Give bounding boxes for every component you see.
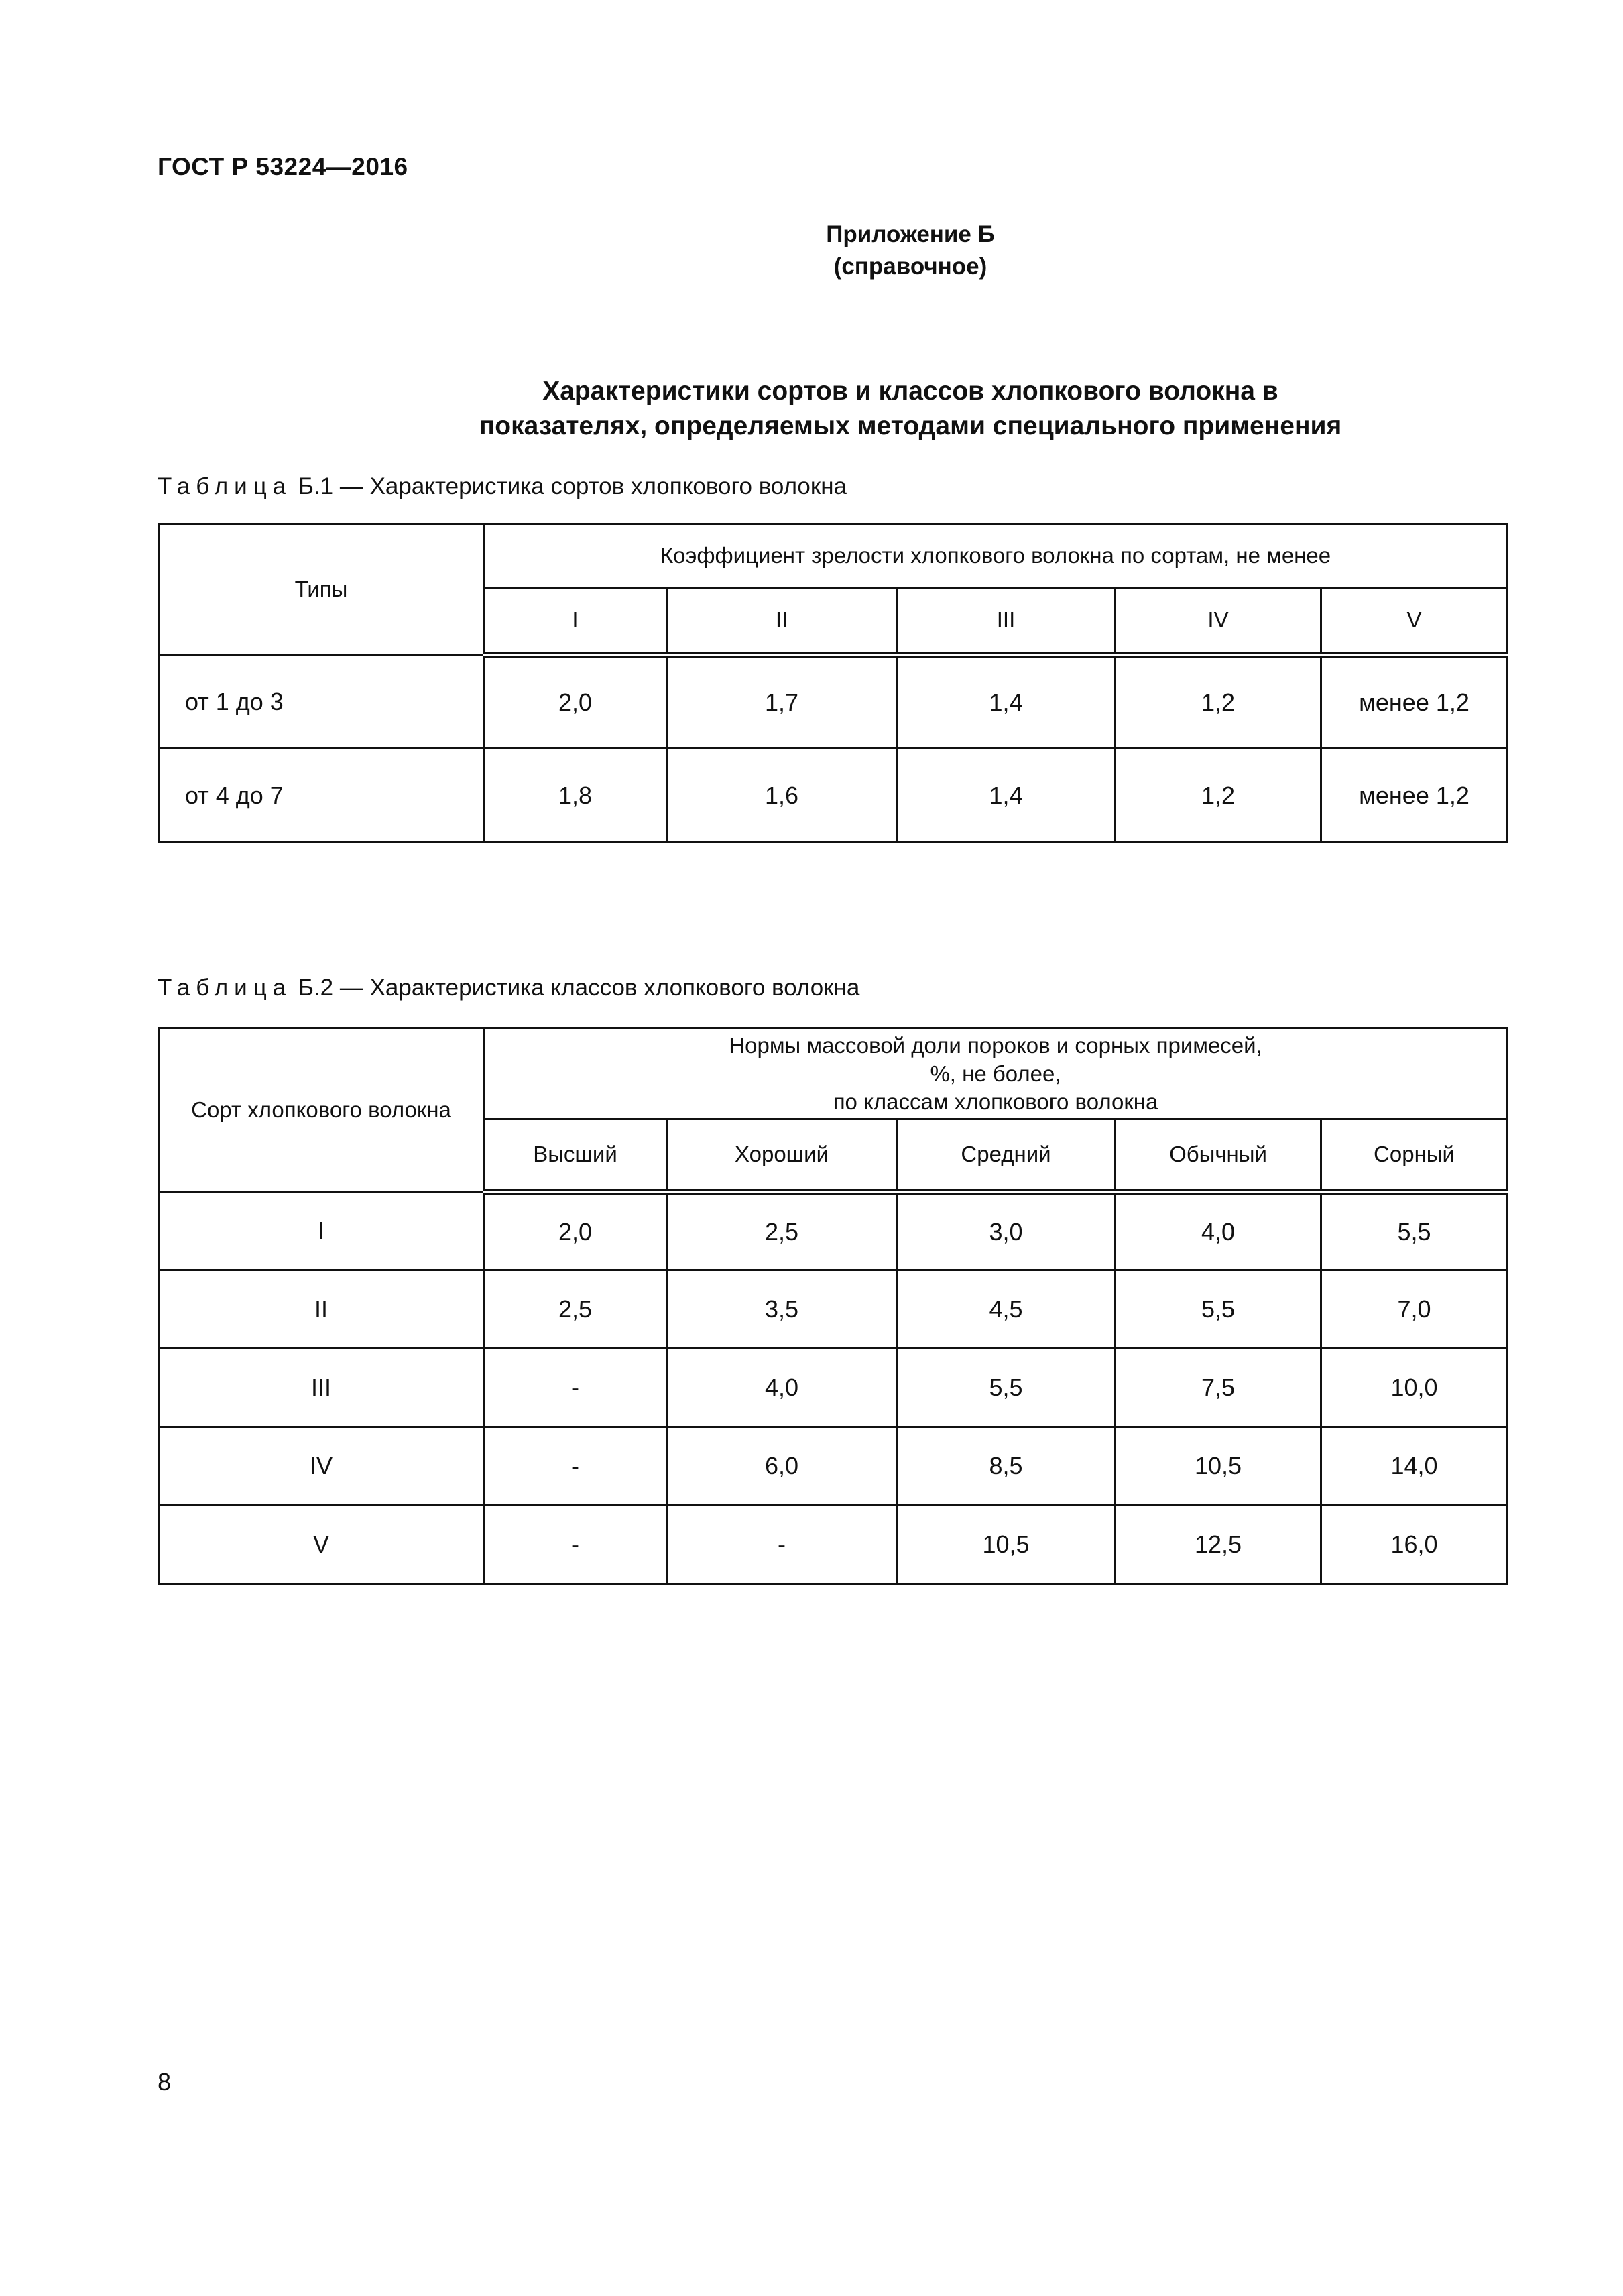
table-cell: 4,5 <box>897 1270 1116 1349</box>
table-cell: 1,7 <box>667 655 897 749</box>
table-cell: 5,5 <box>897 1349 1116 1427</box>
table-row <box>159 1270 1508 1349</box>
table-row <box>159 655 1508 749</box>
table-cell: - <box>484 1427 667 1506</box>
row-label: III <box>159 1349 484 1427</box>
section-title-line-2: показателях, определяемых методами специального применения <box>479 412 1342 440</box>
table-cell: менее 1,2 <box>1321 655 1508 749</box>
table-cell: 3,0 <box>897 1192 1116 1270</box>
table-cell: 12,5 <box>1116 1506 1321 1584</box>
table-cell: 7,5 <box>1116 1349 1321 1427</box>
table1-caption <box>158 473 847 500</box>
table-cell: 4,0 <box>667 1349 897 1427</box>
table-cell: 2,5 <box>667 1192 897 1270</box>
table1-column-header: II <box>667 588 897 655</box>
row-label: II <box>159 1270 484 1349</box>
table-cell: 7,0 <box>1321 1270 1508 1349</box>
table-cell: 2,0 <box>484 655 667 749</box>
table-cell: 2,5 <box>484 1270 667 1349</box>
table1 <box>158 523 1508 843</box>
table2-column-header: Высший <box>484 1120 667 1192</box>
table-cell: 8,5 <box>897 1427 1116 1506</box>
table-cell: 1,4 <box>897 655 1116 749</box>
table2 <box>158 1027 1508 1585</box>
section-title-line-1: Характеристики сортов и классов хлопкового волокна в <box>542 377 1278 406</box>
annex-type: (справочное) <box>833 253 987 280</box>
table-cell: - <box>667 1506 897 1584</box>
table-cell: 16,0 <box>1321 1506 1508 1584</box>
table2-column-header: Хороший <box>667 1120 897 1192</box>
table-row <box>159 1349 1508 1427</box>
table-cell: 10,5 <box>897 1506 1116 1584</box>
row-label: V <box>159 1506 484 1584</box>
table-cell: 1,8 <box>484 749 667 843</box>
annex-title <box>158 219 1623 283</box>
table1-group-header: Коэффициент зрелости хлопкового волокна по сортам, не менее <box>484 524 1508 588</box>
table-cell: 10,5 <box>1116 1427 1321 1506</box>
annex-label: Приложение Б <box>826 221 995 247</box>
table-cell: - <box>484 1506 667 1584</box>
table-cell: 14,0 <box>1321 1427 1508 1506</box>
row-label: I <box>159 1192 484 1270</box>
table-cell: 6,0 <box>667 1427 897 1506</box>
table1-caption-text: Б.1 — Характеристика сортов хлопкового волокна <box>292 473 847 499</box>
table1-caption-prefix: Таблица <box>158 473 292 499</box>
table-cell: 1,4 <box>897 749 1116 843</box>
table-cell: 4,0 <box>1116 1192 1321 1270</box>
table1-column-header: IV <box>1116 588 1321 655</box>
table1-column-header: I <box>484 588 667 655</box>
table-cell: - <box>484 1349 667 1427</box>
table1-row-header: Типы <box>159 524 484 655</box>
table2-group-header-line: по классам хлопкового волокна <box>833 1089 1158 1114</box>
section-title <box>158 374 1623 444</box>
table-row <box>159 1427 1508 1506</box>
table2-column-header: Обычный <box>1116 1120 1321 1192</box>
table-cell: 5,5 <box>1321 1192 1508 1270</box>
table1-column-header: V <box>1321 588 1508 655</box>
row-label: от 1 до 3 <box>159 655 484 749</box>
table-row <box>159 749 1508 843</box>
table2-group-header-line: Нормы массовой доли пороков и сорных примесей, <box>729 1032 1262 1058</box>
row-label: IV <box>159 1427 484 1506</box>
table-cell: менее 1,2 <box>1321 749 1508 843</box>
document-code: ГОСТ Р 53224—2016 <box>158 153 408 180</box>
row-label: от 4 до 7 <box>159 749 484 843</box>
table-row <box>159 1506 1508 1584</box>
page-number: 8 <box>158 2068 172 2096</box>
table1-column-header: III <box>897 588 1116 655</box>
table2-caption <box>158 975 859 1002</box>
table-row <box>159 1192 1508 1270</box>
table-cell: 10,0 <box>1321 1349 1508 1427</box>
table2-caption-prefix: Таблица <box>158 975 292 1001</box>
table-cell: 1,6 <box>667 749 897 843</box>
table2-row-header: Сорт хлопкового волокна <box>159 1028 484 1192</box>
table-cell: 1,2 <box>1116 749 1321 843</box>
table-cell: 1,2 <box>1116 655 1321 749</box>
table2-column-header: Сорный <box>1321 1120 1508 1192</box>
table2-caption-text: Б.2 — Характеристика классов хлопкового волокна <box>292 975 860 1001</box>
table2-column-header: Средний <box>897 1120 1116 1192</box>
table-cell: 2,0 <box>484 1192 667 1270</box>
table2-group-header <box>484 1028 1508 1120</box>
table-cell: 3,5 <box>667 1270 897 1349</box>
table2-group-header-line: %, не более, <box>930 1061 1061 1086</box>
table-cell: 5,5 <box>1116 1270 1321 1349</box>
